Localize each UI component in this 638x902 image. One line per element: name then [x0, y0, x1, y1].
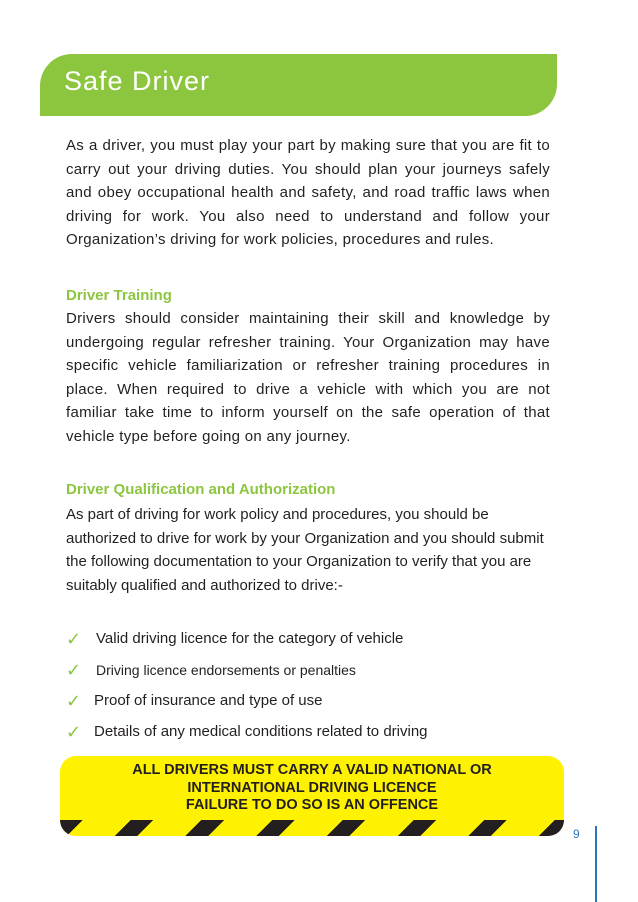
section-header: [40, 54, 557, 116]
documentation-checklist: [66, 627, 546, 751]
training-paragraph: Drivers should consider maintaining their skill and knowledge by undergoing regular refresher training. Your Organization may have specific vehicle familiarization or refresher training procedures in place. When required to drive a vehicle with which you are not familiar take time to inform yourself on the safe operation of that vehicle type before going on any journey.: [66, 310, 550, 445]
warning-line-1: ALL DRIVERS MUST CARRY A VALID NATIONAL OR: [132, 762, 492, 778]
intro-paragraph: As a driver, you must play your part by making sure that you are fit to carry out your driving duties. You should plan your journeys safely and obey occupational health and safety, and road traffic laws when driving for work. You also need to understand and follow your Organization’s driving for work policies, procedures and rules.: [66, 137, 550, 248]
warning-text: [60, 762, 564, 815]
list-item: [66, 689, 546, 720]
list-item: [66, 627, 546, 658]
page-number: 9: [573, 827, 580, 841]
warning-banner: [60, 756, 564, 836]
list-item: [66, 658, 546, 689]
list-item-text: Valid driving licence for the category of vehicle: [96, 630, 404, 647]
page-divider: [595, 826, 597, 902]
check-icon: ✓: [66, 660, 82, 680]
section-title: Safe Driver: [64, 66, 211, 96]
list-item-text: Details of any medical conditions related to driving: [94, 723, 428, 740]
warning-line-3: FAILURE TO DO SO IS AN OFFENCE: [185, 797, 439, 813]
list-item: [66, 720, 546, 751]
qualification-paragraph: As part of driving for work policy and procedures, you should be authorized to drive for work by your Organization and you should submit the following documentation to your Organization to verify that you are suitably qualified and authorized to drive:-: [66, 506, 544, 594]
qualification-heading: Driver Qualification and Authorization: [66, 481, 336, 498]
hazard-stripes: [60, 820, 564, 836]
training-heading: Driver Training: [66, 287, 172, 304]
warning-line-2: INTERNATIONAL DRIVING LICENCE: [187, 779, 437, 796]
list-item-text: Proof of insurance and type of use: [94, 692, 323, 709]
check-icon: ✓: [66, 722, 82, 742]
check-icon: ✓: [66, 691, 82, 711]
list-item-text: Driving licence endorsements or penalties: [96, 662, 356, 678]
check-icon: ✓: [66, 629, 82, 649]
